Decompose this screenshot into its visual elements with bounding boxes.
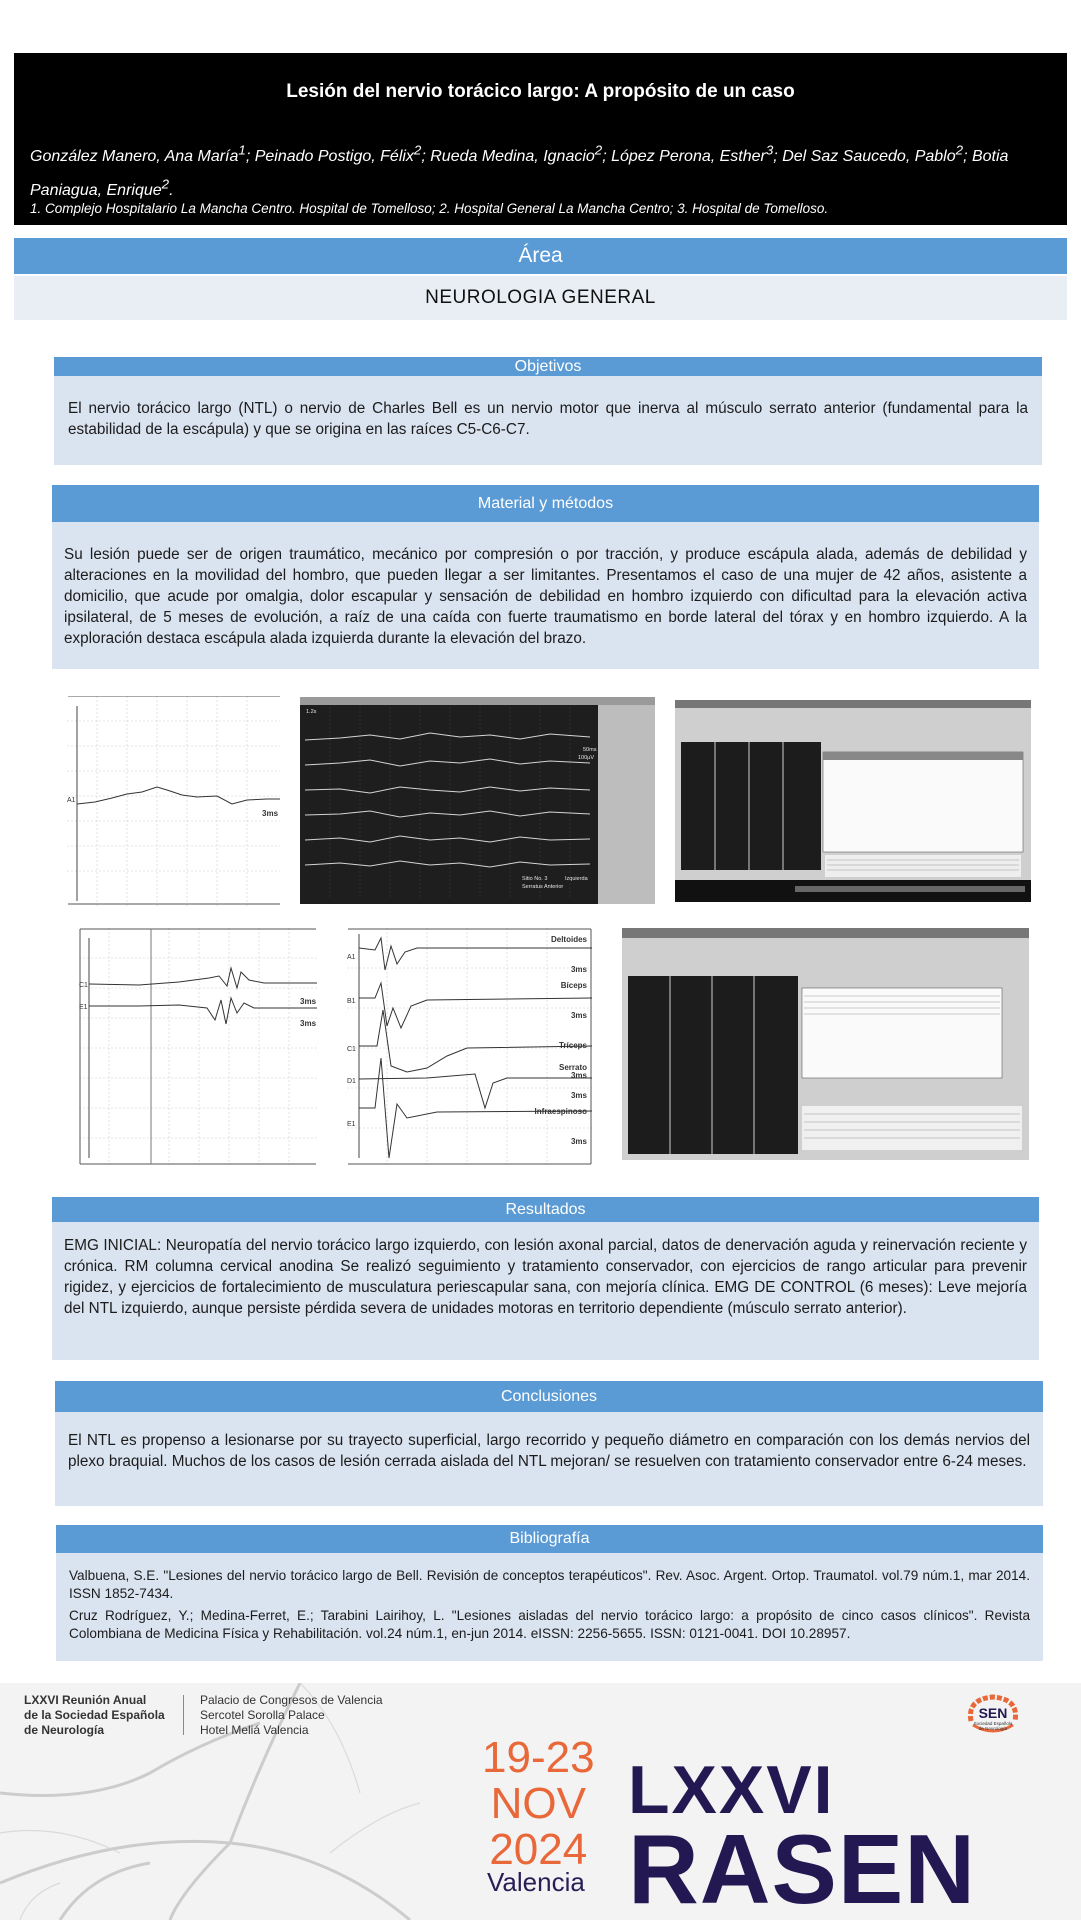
fig1-scale: 3ms — [262, 809, 279, 818]
fig5-label-5: Infraespinoso — [534, 1107, 587, 1116]
fig2-cursor: 1.2s — [306, 709, 317, 715]
fig4-channel-1: C1 — [79, 982, 88, 989]
fig5-ch-2: B1 — [347, 998, 356, 1005]
section-bibliografia-title: Bibliografía — [56, 1525, 1043, 1553]
author: Peinado Postigo, Félix$^2$; — [254, 143, 431, 166]
fig2-side: Izquierda — [565, 876, 588, 882]
fig2-sens: 50ms — [583, 747, 597, 753]
fig5-label-4: Serrato — [558, 1063, 587, 1072]
fig5-label-1: Deltoides — [550, 935, 587, 944]
bibliography-entry: Cruz Rodríguez, Y.; Medina-Ferret, E.; Tarabini Lairihoy, L. "Lesiones aisladas del nervio torácico largo: a propósito de cinco casos clínicos". Revista Colombiana de Medicina Física y Rehabilitación. vol.24 núm.1, en-jun 2014. eISSN: 2256-5655. ISSN: 0121-0041. DOI 10.28957. — [69, 1608, 1030, 1641]
affiliations: 1. Complejo Hospitalario La Mancha Centro. Hospital de Tomelloso; 2. Hospital General La Mancha Centro; 3. Hospital de Tomelloso. — [30, 201, 829, 216]
section-material-text: Su lesión puede ser de origen traumático, mecánico por compresión o por tracción, y produce escápula alada, además de debilidad y alteraciones en la movilidad del hombro, que pueden llegar a ser limitantes. Presentamos el caso de una mujer de 42 años, asistente a domicilio, que acude por omalgia, dolor escapular y sensación de debilidad en hombro izquierdo con dificultad para la elevación activa ipsilateral, de 5 meses de evolución, a raíz de una caída con fuerte traumatismo en borde lateral del tórax y en hombro izquierdo. A la exploración destaca escápula alada izquierda durante la elevación del brazo. — [52, 522, 1039, 669]
congress-city: Valencia — [487, 1867, 585, 1897]
fig2-site: Sitio No. 3 — [522, 876, 548, 882]
section-conclusiones-text: El NTL es propenso a lesionarse por su trayecto superficial, largo recorrido y pequeño diámetro en comparación con los demás nervios del plexo braquial. Muchos de los casos de lesión cerrada aislada del NTL mejoran/ se resuelven con tratamiento conservador entre 6-24 meses. — [55, 1412, 1043, 1506]
banner-divider — [183, 1695, 184, 1735]
congress-name: LXXVI Reunión Anual de la Sociedad Española de Neurología — [24, 1693, 165, 1737]
section-material-title: Material y métodos — [52, 485, 1039, 522]
fig5-ch-1: A1 — [347, 954, 356, 961]
brand-rasen: RASEN — [628, 1814, 977, 1920]
fig5-ch-3: C1 — [347, 1046, 356, 1053]
bibliography-entry: Valbuena, S.E. "Lesiones del nervio torácico largo de Bell. Revisión de conceptos terapéuticos". Rev. Asoc. Argent. Ortop. Traumatol. vol.79 núm.1, mar 2014. ISSN 1852-7434. — [69, 1568, 1030, 1601]
fig5-scale-1: 3ms — [570, 965, 587, 974]
emg-table-figure-6 — [622, 928, 1029, 1160]
section-bibliografia-list — [56, 1553, 1043, 1661]
fig2-gain: 100µV — [578, 755, 595, 761]
sen-logo-text: SEN — [978, 1705, 1008, 1721]
fig5-scale-4: 3ms — [570, 1091, 587, 1100]
fig2-muscle: Serratus Anterior — [522, 884, 564, 890]
section-objetivos-title: Objetivos — [54, 357, 1042, 376]
emg-table-figure-3 — [675, 700, 1031, 902]
author: Botia Paniagua, Enrique$^2$. — [30, 148, 1009, 199]
sen-logo-subtitle: Sociedad Española de Neurología — [973, 1721, 1013, 1731]
fig5-scale-5: 3ms — [570, 1137, 587, 1146]
author: López Perona, Esther$^3$; — [611, 143, 783, 166]
poster-header — [14, 53, 1067, 225]
emg-trace-figure-5 — [347, 928, 592, 1165]
emg-trace-figure-1 — [67, 696, 280, 906]
author: Del Saz Saucedo, Pablo$^2$; — [782, 143, 972, 166]
fig5-ch-4: D1 — [347, 1078, 356, 1085]
author: González Manero, Ana María$^1$; — [30, 143, 255, 166]
sen-logo — [963, 1691, 1023, 1739]
area-value: NEUROLOGIA GENERAL — [14, 276, 1067, 320]
author-list — [30, 137, 1051, 204]
emg-screen-figure-2 — [300, 697, 655, 904]
fig5-scale-3: 3ms — [570, 1071, 587, 1080]
fig4-scale-2: 3ms — [300, 1019, 317, 1028]
fig4-scale-1: 3ms — [300, 997, 317, 1006]
fig5-label-3: Tríceps — [558, 1041, 587, 1050]
area-label: Área — [14, 238, 1067, 274]
congress-venue: Palacio de Congresos de Valencia Sercotel Sorolla Palace Hotel Meliá Valencia — [200, 1693, 383, 1737]
brand-lxxvi: LXXVI — [628, 1752, 835, 1828]
poster-title: Lesión del nervio torácico largo: A propósito de un caso — [286, 81, 795, 102]
fig1-channel: A1 — [67, 797, 76, 804]
fig5-label-2: Bíceps — [560, 981, 587, 990]
fig5-ch-5: E1 — [347, 1121, 356, 1128]
author: Rueda Medina, Ignacio$^2$; — [430, 143, 612, 166]
section-resultados-title: Resultados — [52, 1197, 1039, 1222]
emg-trace-figure-4 — [79, 928, 317, 1165]
section-conclusiones-title: Conclusiones — [55, 1381, 1043, 1412]
section-objetivos-text: El nervio torácico largo (NTL) o nervio de Charles Bell es un nervio motor que inerva al músculo serrato anterior (fundamental para la estabilidad de la escápula) y que se origina en las raíces C5-C6-C7. — [54, 376, 1042, 465]
congress-banner — [0, 1683, 1081, 1920]
congress-dates: 19-23 NOV 2024 — [482, 1733, 595, 1874]
fig4-channel-2: E1 — [79, 1004, 88, 1011]
fig5-scale-2: 3ms — [570, 1011, 587, 1020]
section-resultados-text: EMG INICIAL: Neuropatía del nervio torácico largo izquierdo, con lesión axonal parcial, datos de denervación aguda y reinervación reciente y crónica. RM columna cervical anodina Se realizó seguimiento y tratamiento conservador, con ejercicios de rango articular para prevenir rigidez, y ejercicios de fortalecimiento de musculatura periescapular sana, con mejoría clínica. EMG DE CONTROL (6 meses): Leve mejoría del NTL izquierdo, aunque persiste pérdida severa de unidades motoras en territorio dependiente (músculo serrato anterior). — [52, 1222, 1039, 1360]
